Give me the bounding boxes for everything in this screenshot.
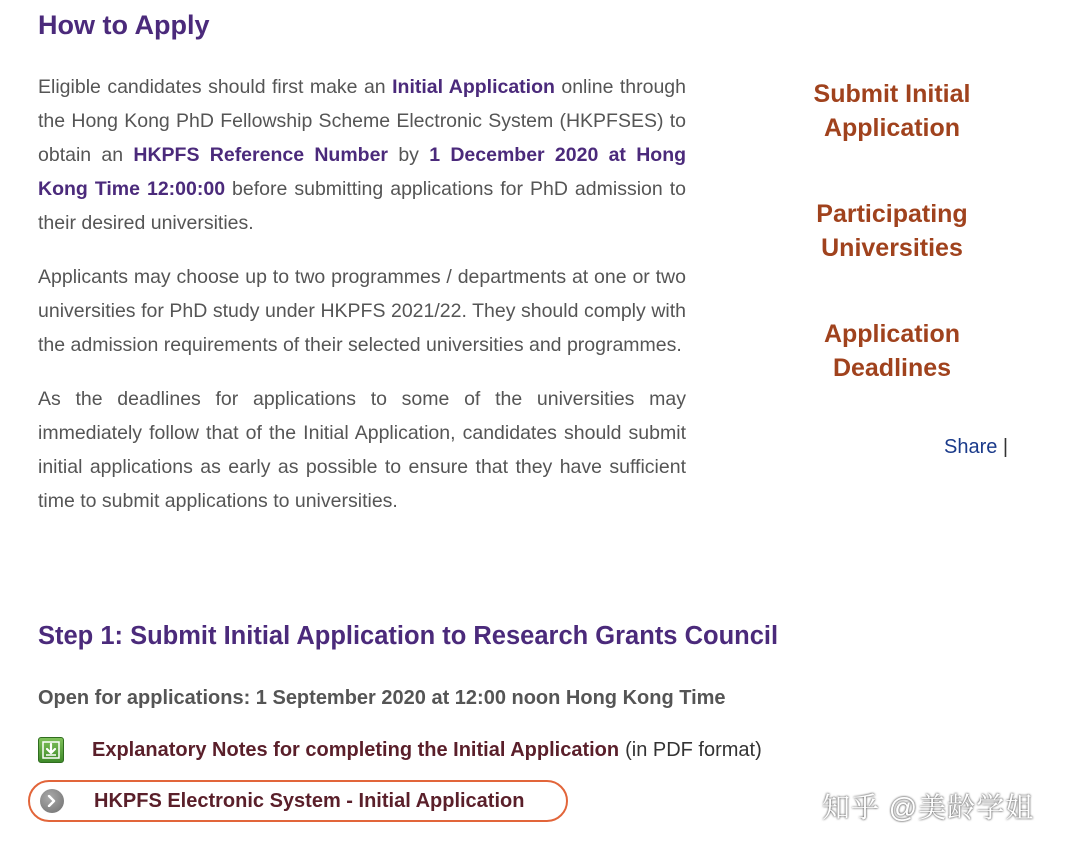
application-deadlines-link[interactable] bbox=[792, 317, 992, 385]
deadline-highlight: 1 December 2020 at Hong Kong Time 12:00:00 bbox=[38, 144, 687, 200]
arrow-right-circle-icon bbox=[40, 789, 64, 813]
electronic-system-row[interactable] bbox=[28, 780, 568, 822]
main-content bbox=[38, 70, 686, 538]
link-line: Application bbox=[823, 114, 961, 142]
explanatory-notes-row bbox=[38, 737, 762, 763]
link-line: Application bbox=[823, 320, 961, 348]
electronic-system-link[interactable]: HKPFS Electronic System - Initial Application bbox=[94, 789, 525, 812]
intro-text-2: online through the Hong Kong PhD Fellowship Scheme Electronic System (HKPFSES) to obtain an bbox=[38, 76, 686, 166]
share-row bbox=[944, 436, 1008, 459]
programmes-paragraph: Applicants may choose up to two programmes / departments at one or two universities for PhD study under HKPFS 2021/22. They should comply with the admission requirements of their selected universities and programmes. bbox=[38, 266, 686, 356]
participating-universities-link[interactable] bbox=[792, 197, 992, 265]
link-line: Participating bbox=[816, 200, 968, 228]
submit-initial-application-link[interactable] bbox=[792, 77, 992, 145]
intro-text-3: by bbox=[388, 144, 430, 166]
step1-title: Step 1: Submit Initial Application to Research Grants Council bbox=[38, 622, 779, 650]
intro-text-1: Eligible candidates should first make an bbox=[38, 76, 393, 98]
link-line: Universities bbox=[821, 234, 963, 262]
intro-paragraph bbox=[38, 70, 686, 240]
link-line: Submit Initial bbox=[813, 80, 971, 108]
initial-application-highlight: Initial Application bbox=[392, 76, 555, 98]
pdf-format-note: (in PDF format) bbox=[625, 738, 762, 761]
watermark: 知乎 @美龄学姐 bbox=[822, 792, 1035, 823]
intro-text-4: before submitting applications for PhD admission to their desired universities. bbox=[38, 178, 686, 234]
link-line: Deadlines bbox=[832, 354, 952, 382]
page-title: How to Apply bbox=[38, 10, 210, 40]
reference-number-highlight: HKPFS Reference Number bbox=[133, 144, 389, 166]
share-link[interactable]: Share bbox=[944, 436, 998, 458]
download-icon[interactable] bbox=[38, 737, 64, 763]
deadlines-paragraph: As the deadlines for applications to some of the universities may immediately follow that of the Initial Application, candidates should submit initial applications as early as possible to ensure that they have sufficient time to submit applications to universities. bbox=[38, 388, 686, 512]
open-for-applications-text: Open for applications: 1 September 2020 at 12:00 noon Hong Kong Time bbox=[38, 687, 726, 709]
explanatory-notes-link[interactable]: Explanatory Notes for completing the Initial Application bbox=[92, 738, 620, 761]
share-separator: | bbox=[997, 436, 1009, 458]
